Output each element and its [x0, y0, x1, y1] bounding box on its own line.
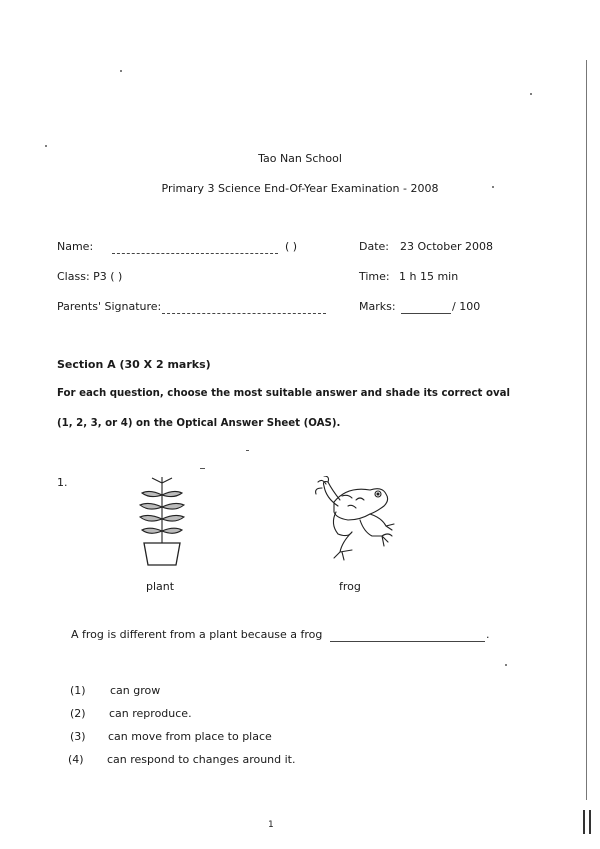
index-parentheses: ( ) — [285, 240, 298, 253]
scan-speck — [45, 145, 47, 147]
instruction-line-1: For each question, choose the most suitable answer and shade its correct oval — [57, 388, 510, 399]
option-number: (3) — [70, 730, 86, 743]
question-number: 1. — [57, 476, 68, 489]
date-value: 23 October 2008 — [400, 240, 494, 253]
class-label: Class: P3 ( ) — [57, 270, 123, 283]
frog-label: frog — [339, 580, 361, 593]
school-name: Tao Nan School — [258, 152, 342, 165]
frog-illustration — [312, 476, 402, 562]
plant-illustration — [132, 473, 192, 569]
scan-speck — [530, 93, 532, 95]
question-stem: A frog is different from a plant because a frog — [71, 628, 323, 641]
option-text: can move from place to place — [108, 730, 272, 743]
option-number: (4) — [68, 753, 84, 766]
plant-label: plant — [146, 580, 175, 593]
scan-speck — [246, 450, 249, 451]
section-title: Section A (30 X 2 marks) — [57, 358, 211, 371]
time-label: Time: — [359, 270, 390, 283]
option-number: (2) — [70, 707, 86, 720]
name-blank — [112, 252, 278, 254]
name-label: Name: — [57, 240, 94, 253]
marks-label: Marks: — [359, 300, 396, 313]
marks-blank — [401, 312, 451, 314]
scan-edge-mark — [589, 810, 591, 834]
option-text: can grow — [110, 684, 161, 697]
option-text: can reproduce. — [109, 707, 192, 720]
page-number: 1 — [268, 820, 274, 830]
scan-speck — [200, 468, 205, 469]
marks-total: / 100 — [452, 300, 481, 313]
exam-title: Primary 3 Science End-Of-Year Examination - 2008 — [161, 182, 439, 195]
time-value: 1 h 15 min — [399, 270, 459, 283]
answer-blank — [330, 640, 485, 642]
instruction-line-2: (1, 2, 3, or 4) on the Optical Answer Sheet (OAS). — [57, 418, 341, 429]
scan-edge-mark — [583, 810, 585, 834]
parents-signature-label: Parents' Signature: — [57, 300, 162, 313]
stem-period: . — [486, 628, 490, 641]
signature-blank — [162, 312, 326, 314]
scan-speck — [120, 70, 122, 72]
option-number: (1) — [70, 684, 86, 697]
date-label: Date: — [359, 240, 389, 253]
scan-speck — [505, 664, 507, 666]
option-text: can respond to changes around it. — [107, 753, 296, 766]
scan-edge-line — [586, 60, 587, 800]
